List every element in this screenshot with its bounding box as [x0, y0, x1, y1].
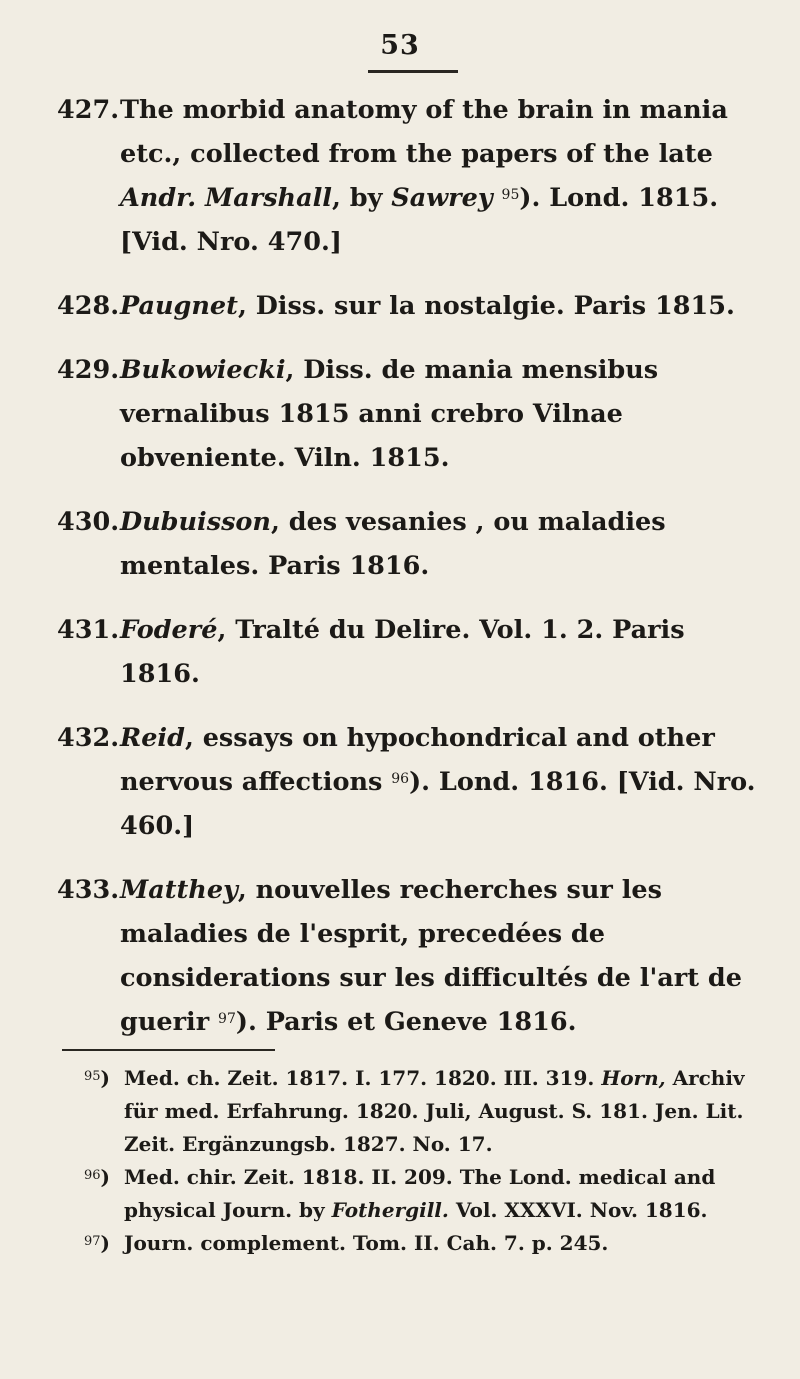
entry-text: , nouvelles recherches sur les maladies de l'esprit, precedées de considerations sur les difficultés de l'art de guerir	[120, 875, 742, 1037]
entry-text: ). Paris et Geneve 1816.	[235, 1007, 577, 1037]
footnote-text: Vol. XXXVI. Nov. 1816.	[455, 1198, 708, 1222]
entry-427	[57, 88, 772, 264]
footnote-number: 96	[84, 1168, 101, 1183]
entry-author: Reid	[120, 723, 185, 753]
entry-author: Sawrey	[391, 183, 493, 213]
entry-text: , essays on hypochondrical and other nervous affections	[120, 723, 715, 797]
entry-number: 433.	[57, 875, 120, 905]
footnote-ref: 96	[391, 771, 410, 787]
entry-text: ). Lond. 1815. [Vid. Nro. 470.]	[120, 183, 719, 257]
entry-number: 428.	[57, 291, 120, 321]
entry-text: , Tralté du Delire. Vol. 1. 2. Paris 1816.	[120, 615, 685, 689]
footnote-text: Journ. complement. Tom. II. Cah. 7. p. 245.	[124, 1231, 609, 1255]
entry-author: Paugnet	[120, 291, 238, 321]
footnote-number: 97	[84, 1234, 101, 1249]
entry-text: ). Lond. 1816. [Vid. Nro. 460.]	[120, 767, 756, 841]
entry-author: Dubuisson	[120, 507, 271, 537]
entry-number: 432.	[57, 723, 120, 753]
entry-432	[57, 716, 772, 848]
entry-author: Bukowiecki	[120, 355, 286, 385]
footnote-text: Med. chir. Zeit. 1818. II. 209. The Lond. medical and physical Journ. by	[124, 1165, 716, 1222]
footnote-96	[84, 1161, 774, 1227]
footnote-ref: 95	[501, 187, 520, 203]
footnote-author: Horn,	[601, 1066, 666, 1090]
entry-433	[57, 868, 772, 1044]
entry-text: , des vesanies , ou maladies mentales. Paris 1816.	[120, 507, 666, 581]
entry-author: Matthey	[120, 875, 238, 905]
footnote-marker: $^{96}$)	[84, 1165, 111, 1189]
footnote-rule	[62, 1049, 275, 1051]
header-rule	[368, 70, 458, 73]
entry-number: 430.	[57, 507, 120, 537]
entry-number: 431.	[57, 615, 120, 645]
footnotes	[84, 1062, 774, 1260]
entry-author: Foderé	[120, 615, 218, 645]
bibliography-list	[57, 88, 772, 1064]
footnote-number: 95	[84, 1069, 101, 1084]
entry-text: , by	[331, 183, 383, 213]
entry-431	[57, 608, 772, 696]
entry-text: The morbid anatomy of the brain in mania etc., collected from the papers of the late	[120, 95, 728, 169]
footnote-marker: $^{97}$)	[84, 1231, 111, 1255]
entry-429	[57, 348, 772, 480]
entry-430	[57, 500, 772, 588]
entry-number: 429.	[57, 355, 120, 385]
entry-author: Andr. Marshall	[120, 183, 332, 213]
entry-text: , Diss. sur la nostalgie. Paris 1815.	[237, 291, 735, 321]
entry-text: , Diss. de mania mensibus vernalibus 1815 anni crebro Vilnae obveniente. Viln. 1815.	[120, 355, 659, 473]
entry-number: 427.	[57, 95, 120, 125]
footnote-marker: $^{95}$)	[84, 1066, 111, 1090]
entry-428	[57, 284, 772, 328]
footnote-97	[84, 1227, 774, 1260]
footnote-author: Fothergill.	[331, 1198, 449, 1222]
footnote-text: Med. ch. Zeit. 1817. I. 177. 1820. III. 319.	[124, 1066, 595, 1090]
footnote-ref: 97	[218, 1011, 236, 1027]
footnote-95	[84, 1062, 774, 1161]
page-number: 53	[380, 30, 420, 61]
footnote-text: Archiv für med. Erfahrung. 1820. Juli, August. S. 181. Jen. Lit. Zeit. Ergänzungsb. 1827. No. 17.	[124, 1066, 745, 1156]
